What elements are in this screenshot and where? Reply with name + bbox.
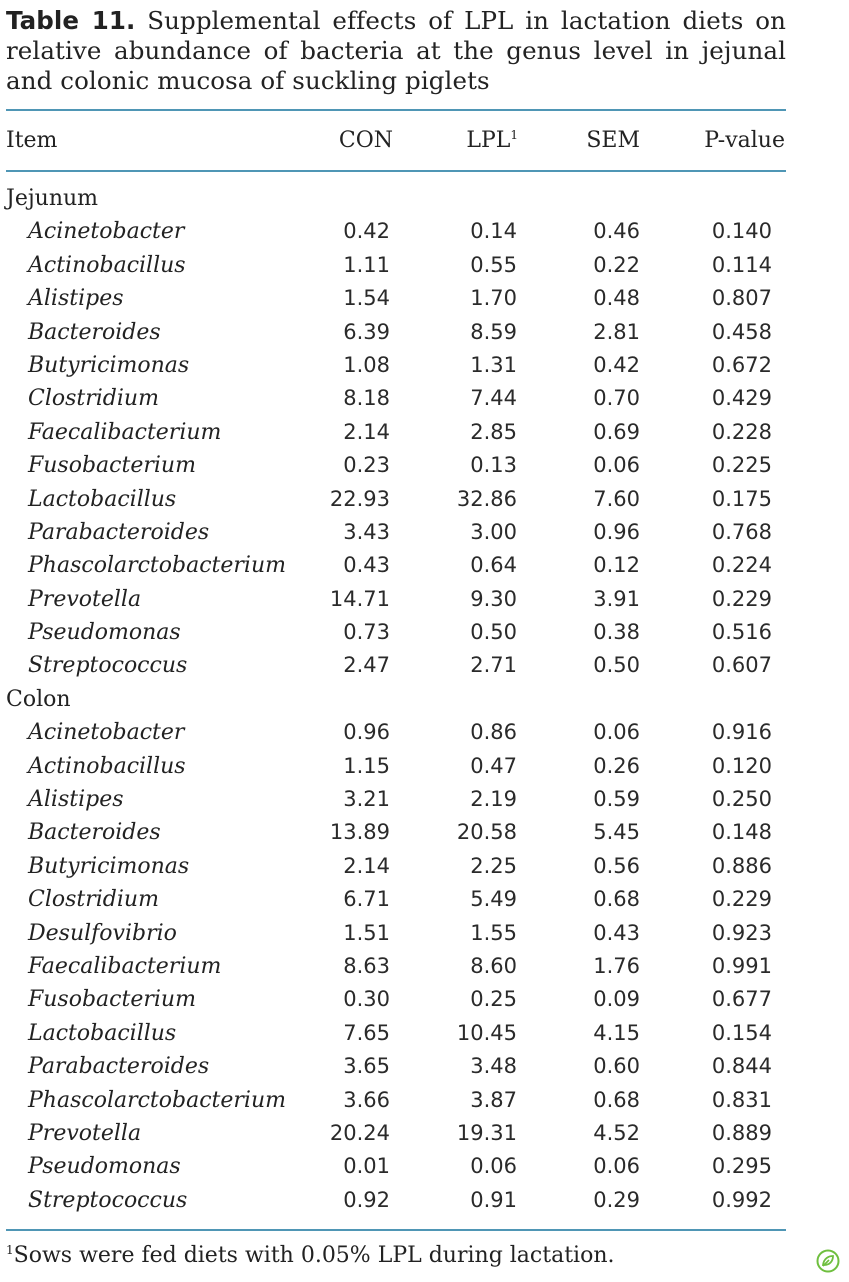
p-value: 0.229 bbox=[711, 887, 772, 912]
lpl-value: 7.44 bbox=[470, 386, 517, 411]
table-row bbox=[0, 215, 849, 248]
lpl-value: 8.59 bbox=[470, 319, 517, 344]
header-lpl-label: LPL bbox=[466, 128, 511, 153]
leaf-logo-icon bbox=[816, 1249, 840, 1273]
con-value: 14.71 bbox=[329, 586, 390, 611]
p-value: 0.844 bbox=[711, 1054, 772, 1079]
lpl-value: 0.50 bbox=[470, 620, 517, 645]
table-row bbox=[0, 349, 849, 382]
p-value: 0.458 bbox=[711, 319, 772, 344]
genus-name: Faecalibacterium bbox=[28, 419, 222, 445]
genus-name: Faecalibacterium bbox=[28, 953, 222, 979]
sem-value: 0.70 bbox=[593, 386, 640, 411]
sem-value: 0.29 bbox=[593, 1187, 640, 1212]
genus-name: Actinobacillus bbox=[28, 753, 186, 779]
sem-value: 0.42 bbox=[593, 352, 640, 377]
p-value: 0.991 bbox=[711, 953, 772, 978]
sem-value: 0.43 bbox=[593, 920, 640, 945]
sem-value: 0.09 bbox=[593, 987, 640, 1012]
p-value: 0.889 bbox=[711, 1120, 772, 1145]
p-value: 0.224 bbox=[711, 553, 772, 578]
lpl-value: 2.85 bbox=[470, 419, 517, 444]
genus-name: Fusobacterium bbox=[28, 453, 196, 479]
genus-name: Alistipes bbox=[28, 787, 124, 813]
p-value: 0.807 bbox=[711, 286, 772, 311]
table-row bbox=[0, 382, 849, 415]
sem-value: 0.06 bbox=[593, 453, 640, 478]
con-value: 6.71 bbox=[343, 887, 390, 912]
table-row bbox=[0, 983, 849, 1016]
lpl-value: 0.06 bbox=[470, 1154, 517, 1179]
p-value: 0.120 bbox=[711, 753, 772, 778]
table-row bbox=[0, 316, 849, 349]
genus-name: Fusobacterium bbox=[28, 987, 196, 1013]
sem-value: 0.06 bbox=[593, 720, 640, 745]
p-value: 0.886 bbox=[711, 853, 772, 878]
sem-value: 0.69 bbox=[593, 419, 640, 444]
top-rule bbox=[6, 109, 786, 111]
lpl-value: 0.55 bbox=[470, 252, 517, 277]
con-value: 22.93 bbox=[329, 486, 390, 511]
table-row bbox=[0, 816, 849, 849]
footnote-mark: 1 bbox=[6, 1243, 14, 1257]
table-row bbox=[0, 1084, 849, 1117]
lpl-value: 1.55 bbox=[470, 920, 517, 945]
genus-name: Bacteroides bbox=[28, 820, 161, 846]
table-row bbox=[0, 516, 849, 549]
table-row bbox=[0, 649, 849, 682]
sem-value: 3.91 bbox=[593, 586, 640, 611]
genus-name: Prevotella bbox=[28, 586, 142, 612]
lpl-value: 1.70 bbox=[470, 286, 517, 311]
genus-name: Butyricimonas bbox=[28, 352, 190, 378]
lpl-value: 0.64 bbox=[470, 553, 517, 578]
p-value: 0.140 bbox=[711, 219, 772, 244]
lpl-value: 5.49 bbox=[470, 887, 517, 912]
genus-name: Acinetobacter bbox=[28, 219, 185, 245]
genus-name: Pseudomonas bbox=[28, 620, 181, 646]
p-value: 0.768 bbox=[711, 519, 772, 544]
genus-name: Phascolarctobacterium bbox=[28, 553, 286, 579]
con-value: 0.96 bbox=[343, 720, 390, 745]
p-value: 0.229 bbox=[711, 586, 772, 611]
genus-name: Parabacteroides bbox=[28, 519, 210, 545]
footnote-text: Sows were fed diets with 0.05% LPL during lactation. bbox=[13, 1243, 615, 1268]
table-row bbox=[0, 449, 849, 482]
p-value: 0.295 bbox=[711, 1154, 772, 1179]
con-value: 6.39 bbox=[343, 319, 390, 344]
header-p-value: P-value bbox=[704, 128, 785, 153]
header-sem: SEM bbox=[586, 128, 640, 153]
lpl-value: 3.48 bbox=[470, 1054, 517, 1079]
table-row bbox=[0, 950, 849, 983]
lpl-value: 0.86 bbox=[470, 720, 517, 745]
p-value: 0.225 bbox=[711, 453, 772, 478]
p-value: 0.429 bbox=[711, 386, 772, 411]
sem-value: 0.68 bbox=[593, 887, 640, 912]
genus-name: Streptococcus bbox=[28, 1187, 188, 1213]
lpl-value: 20.58 bbox=[456, 820, 517, 845]
genus-name: Lactobacillus bbox=[28, 486, 177, 512]
header-item: Item bbox=[6, 128, 58, 153]
con-value: 1.11 bbox=[343, 252, 390, 277]
con-value: 0.42 bbox=[343, 219, 390, 244]
table-row bbox=[0, 1150, 849, 1183]
genus-name: Butyricimonas bbox=[28, 853, 190, 879]
sem-value: 4.52 bbox=[593, 1120, 640, 1145]
con-value: 3.21 bbox=[343, 787, 390, 812]
table-row bbox=[0, 1050, 849, 1083]
table-row bbox=[0, 416, 849, 449]
p-value: 0.672 bbox=[711, 352, 772, 377]
genus-name: Pseudomonas bbox=[28, 1154, 181, 1180]
con-value: 2.14 bbox=[343, 853, 390, 878]
table-row bbox=[0, 1017, 849, 1050]
header-lpl bbox=[420, 124, 518, 157]
lpl-value: 3.87 bbox=[470, 1087, 517, 1112]
lpl-value: 9.30 bbox=[470, 586, 517, 611]
con-value: 0.23 bbox=[343, 453, 390, 478]
lpl-value: 3.00 bbox=[470, 519, 517, 544]
table-title: Supplemental effects of LPL in lactation diets on relative abundance of bacteria at the genus level in jejunal and colonic mucosa of suckling piglets bbox=[6, 6, 786, 95]
p-value: 0.831 bbox=[711, 1087, 772, 1112]
table-row bbox=[0, 1117, 849, 1150]
con-value: 1.51 bbox=[343, 920, 390, 945]
header-lpl-footnote-mark: 1 bbox=[510, 128, 518, 142]
table-caption bbox=[6, 6, 786, 96]
genus-name: Prevotella bbox=[28, 1120, 142, 1146]
p-value: 0.992 bbox=[711, 1187, 772, 1212]
con-value: 3.66 bbox=[343, 1087, 390, 1112]
sem-value: 0.50 bbox=[593, 653, 640, 678]
sem-value: 0.06 bbox=[593, 1154, 640, 1179]
lpl-value: 0.13 bbox=[470, 453, 517, 478]
section-row-jejunum bbox=[0, 182, 849, 215]
con-value: 1.08 bbox=[343, 352, 390, 377]
sem-value: 2.81 bbox=[593, 319, 640, 344]
lpl-value: 2.19 bbox=[470, 787, 517, 812]
genus-name: Actinobacillus bbox=[28, 252, 186, 278]
table-row bbox=[0, 917, 849, 950]
p-value: 0.114 bbox=[711, 252, 772, 277]
sem-value: 0.59 bbox=[593, 787, 640, 812]
sem-value: 1.76 bbox=[593, 953, 640, 978]
sem-value: 0.96 bbox=[593, 519, 640, 544]
header-con: CON bbox=[338, 128, 393, 153]
table-body bbox=[0, 182, 849, 1217]
table-row bbox=[0, 750, 849, 783]
sem-value: 0.46 bbox=[593, 219, 640, 244]
genus-name: Phascolarctobacterium bbox=[28, 1087, 286, 1113]
con-value: 13.89 bbox=[329, 820, 390, 845]
con-value: 8.63 bbox=[343, 953, 390, 978]
con-value: 7.65 bbox=[343, 1020, 390, 1045]
sem-value: 0.38 bbox=[593, 620, 640, 645]
lpl-value: 2.25 bbox=[470, 853, 517, 878]
p-value: 0.154 bbox=[711, 1020, 772, 1045]
lpl-value: 0.91 bbox=[470, 1187, 517, 1212]
sem-value: 7.60 bbox=[593, 486, 640, 511]
table-row bbox=[0, 583, 849, 616]
con-value: 0.43 bbox=[343, 553, 390, 578]
header-rule bbox=[6, 170, 786, 172]
p-value: 0.148 bbox=[711, 820, 772, 845]
bottom-rule bbox=[6, 1229, 786, 1231]
lpl-value: 1.31 bbox=[470, 352, 517, 377]
con-value: 8.18 bbox=[343, 386, 390, 411]
sem-value: 0.22 bbox=[593, 252, 640, 277]
sem-value: 0.60 bbox=[593, 1054, 640, 1079]
con-value: 0.73 bbox=[343, 620, 390, 645]
sem-value: 0.68 bbox=[593, 1087, 640, 1112]
genus-name: Clostridium bbox=[28, 887, 159, 913]
sem-value: 5.45 bbox=[593, 820, 640, 845]
con-value: 0.30 bbox=[343, 987, 390, 1012]
con-value: 2.47 bbox=[343, 653, 390, 678]
lpl-value: 19.31 bbox=[456, 1120, 517, 1145]
con-value: 3.65 bbox=[343, 1054, 390, 1079]
table-row bbox=[0, 883, 849, 916]
table-row bbox=[0, 249, 849, 282]
table-row bbox=[0, 282, 849, 315]
p-value: 0.228 bbox=[711, 419, 772, 444]
table-row bbox=[0, 1184, 849, 1217]
table-label: Table 11. bbox=[6, 6, 136, 35]
genus-name: Desulfovibrio bbox=[28, 920, 177, 946]
table-row bbox=[0, 549, 849, 582]
lpl-value: 0.25 bbox=[470, 987, 517, 1012]
table-row bbox=[0, 716, 849, 749]
p-value: 0.923 bbox=[711, 920, 772, 945]
genus-name: Parabacteroides bbox=[28, 1054, 210, 1080]
genus-name: Streptococcus bbox=[28, 653, 188, 679]
section-title: Colon bbox=[6, 686, 71, 712]
table-row bbox=[0, 850, 849, 883]
con-value: 1.54 bbox=[343, 286, 390, 311]
table-row bbox=[0, 483, 849, 516]
con-value: 0.01 bbox=[343, 1154, 390, 1179]
genus-name: Clostridium bbox=[28, 386, 159, 412]
table-header bbox=[0, 124, 849, 160]
table-footnote bbox=[6, 1240, 614, 1272]
lpl-value: 2.71 bbox=[470, 653, 517, 678]
sem-value: 0.56 bbox=[593, 853, 640, 878]
con-value: 3.43 bbox=[343, 519, 390, 544]
p-value: 0.677 bbox=[711, 987, 772, 1012]
sem-value: 0.12 bbox=[593, 553, 640, 578]
genus-name: Alistipes bbox=[28, 286, 124, 312]
table-row bbox=[0, 783, 849, 816]
section-title: Jejunum bbox=[6, 186, 99, 211]
sem-value: 4.15 bbox=[593, 1020, 640, 1045]
lpl-value: 0.47 bbox=[470, 753, 517, 778]
p-value: 0.916 bbox=[711, 720, 772, 745]
con-value: 20.24 bbox=[329, 1120, 390, 1145]
con-value: 0.92 bbox=[343, 1187, 390, 1212]
table-row bbox=[0, 616, 849, 649]
sem-value: 0.26 bbox=[593, 753, 640, 778]
lpl-value: 10.45 bbox=[456, 1020, 517, 1045]
sem-value: 0.48 bbox=[593, 286, 640, 311]
lpl-value: 8.60 bbox=[470, 953, 517, 978]
con-value: 1.15 bbox=[343, 753, 390, 778]
p-value: 0.250 bbox=[711, 787, 772, 812]
genus-name: Bacteroides bbox=[28, 319, 161, 345]
genus-name: Acinetobacter bbox=[28, 720, 185, 746]
genus-name: Lactobacillus bbox=[28, 1020, 177, 1046]
con-value: 2.14 bbox=[343, 419, 390, 444]
p-value: 0.516 bbox=[711, 620, 772, 645]
lpl-value: 0.14 bbox=[470, 219, 517, 244]
p-value: 0.607 bbox=[711, 653, 772, 678]
section-row-colon bbox=[0, 683, 849, 716]
lpl-value: 32.86 bbox=[456, 486, 517, 511]
p-value: 0.175 bbox=[711, 486, 772, 511]
